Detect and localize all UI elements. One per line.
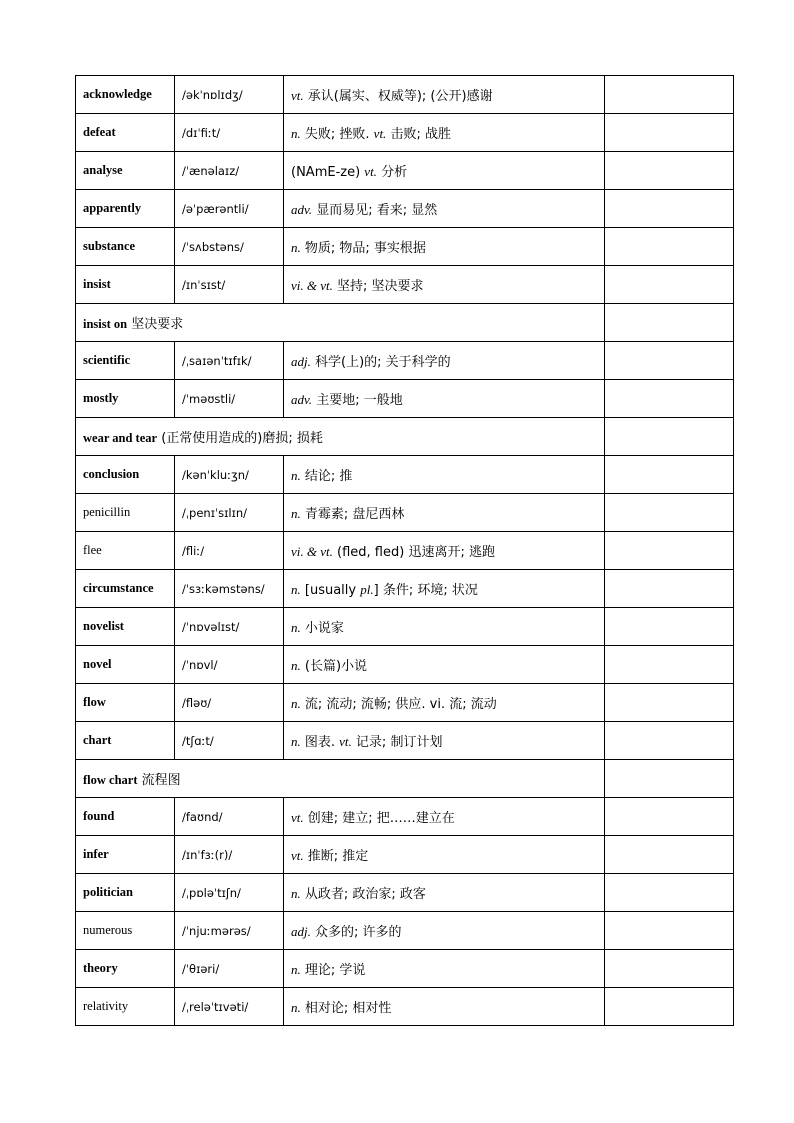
part-of-speech: pl.: [360, 582, 374, 597]
part-of-speech: adj.: [291, 354, 311, 369]
word-row: [76, 76, 734, 114]
part-of-speech: adv.: [291, 392, 313, 407]
word-row: [76, 342, 734, 380]
definition-text: 小说家: [300, 621, 344, 636]
definition-text: 创建; 建立; 把……建立在: [303, 811, 455, 826]
blank-cell: [605, 950, 734, 988]
phonetic-cell: /ˈnɒvl/: [175, 646, 284, 684]
part-of-speech: adv.: [291, 202, 313, 217]
word-row: [76, 190, 734, 228]
part-of-speech: n.: [291, 620, 301, 635]
definition-cell: [284, 532, 605, 570]
blank-cell: [605, 722, 734, 760]
word-cell: flee: [76, 532, 175, 570]
phonetic-cell: /əˈpærəntli/: [175, 190, 284, 228]
definition-cell: [284, 570, 605, 608]
blank-cell: [605, 114, 734, 152]
definition-text: (NAmE-ze): [291, 165, 365, 180]
definition-cell: [284, 798, 605, 836]
vocabulary-table: [75, 75, 734, 1026]
word-cell: theory: [76, 950, 175, 988]
word-row: [76, 988, 734, 1026]
word-cell: conclusion: [76, 456, 175, 494]
definition-text: 坚持; 坚决要求: [332, 279, 424, 294]
definition-cell: [284, 190, 605, 228]
blank-cell: [605, 608, 734, 646]
phrase-cell: [76, 418, 605, 456]
vocabulary-table-body: [76, 76, 734, 1026]
part-of-speech: vt.: [291, 848, 304, 863]
part-of-speech: n.: [291, 734, 301, 749]
part-of-speech: n.: [291, 886, 301, 901]
word-cell: found: [76, 798, 175, 836]
word-row: [76, 684, 734, 722]
blank-cell: [605, 76, 734, 114]
word-cell: substance: [76, 228, 175, 266]
part-of-speech: n.: [291, 696, 301, 711]
definition-cell: [284, 608, 605, 646]
word-cell: scientific: [76, 342, 175, 380]
phonetic-cell: /faʊnd/: [175, 798, 284, 836]
part-of-speech: n.: [291, 506, 301, 521]
phonetic-cell: /ˈməʊstli/: [175, 380, 284, 418]
definition-text: (fled, fled) 迅速离开; 逃跑: [332, 545, 495, 560]
phonetic-cell: /kənˈkluːʒn/: [175, 456, 284, 494]
word-row: [76, 646, 734, 684]
word-row: [76, 380, 734, 418]
phrase-text: wear and tear: [83, 431, 158, 445]
phonetic-cell: /tʃɑːt/: [175, 722, 284, 760]
word-row: [76, 152, 734, 190]
phonetic-cell: /ˈnjuːmərəs/: [175, 912, 284, 950]
part-of-speech: vi. & vt.: [291, 544, 333, 559]
word-row: [76, 266, 734, 304]
phrase-meaning: 坚决要求: [127, 317, 184, 332]
definition-text: 推断; 推定: [303, 849, 369, 864]
word-cell: penicillin: [76, 494, 175, 532]
part-of-speech: vt.: [291, 88, 304, 103]
word-cell: insist: [76, 266, 175, 304]
part-of-speech: vi. & vt.: [291, 278, 333, 293]
blank-cell: [605, 798, 734, 836]
phrase-meaning: (正常使用造成的)磨损; 损耗: [157, 431, 323, 446]
word-row: [76, 114, 734, 152]
word-row: [76, 456, 734, 494]
definition-text: 分析: [376, 165, 408, 180]
part-of-speech: vt.: [373, 126, 387, 141]
blank-cell: [605, 494, 734, 532]
blank-cell: [605, 874, 734, 912]
blank-cell: [605, 646, 734, 684]
part-of-speech: vt.: [291, 810, 304, 825]
part-of-speech: vt.: [339, 734, 352, 749]
definition-cell: [284, 342, 605, 380]
blank-cell: [605, 380, 734, 418]
phonetic-cell: /ˈænəlaɪz/: [175, 152, 284, 190]
definition-text: 众多的; 许多的: [310, 925, 402, 940]
definition-cell: [284, 152, 605, 190]
definition-cell: [284, 912, 605, 950]
word-cell: acknowledge: [76, 76, 175, 114]
word-row: [76, 912, 734, 950]
definition-text: 科学(上)的; 关于科学的: [310, 355, 451, 370]
definition-cell: [284, 380, 605, 418]
phonetic-cell: /ˈsʌbstəns/: [175, 228, 284, 266]
word-cell: apparently: [76, 190, 175, 228]
word-cell: infer: [76, 836, 175, 874]
phonetic-cell: /ˈsɜːkəmstəns/: [175, 570, 284, 608]
definition-cell: [284, 684, 605, 722]
word-cell: flow: [76, 684, 175, 722]
word-row: [76, 532, 734, 570]
part-of-speech: n.: [291, 962, 301, 977]
phonetic-cell: /ɪnˈsɪst/: [175, 266, 284, 304]
phonetic-cell: /əkˈnɒlɪdʒ/: [175, 76, 284, 114]
blank-cell: [605, 988, 734, 1026]
blank-cell: [605, 190, 734, 228]
word-cell: novelist: [76, 608, 175, 646]
phrase-text: insist on: [83, 317, 128, 331]
word-row: [76, 494, 734, 532]
phonetic-cell: /ˌreləˈtɪvəti/: [175, 988, 284, 1026]
blank-cell: [605, 760, 734, 798]
definition-text: ] 条件; 环境; 状况: [373, 583, 478, 598]
blank-cell: [605, 418, 734, 456]
definition-text: 图表.: [300, 735, 340, 750]
definition-text: 理论; 学说: [300, 963, 366, 978]
word-cell: politician: [76, 874, 175, 912]
word-row: [76, 570, 734, 608]
phonetic-cell: /ˌpenɪˈsɪlɪn/: [175, 494, 284, 532]
definition-cell: [284, 494, 605, 532]
blank-cell: [605, 228, 734, 266]
part-of-speech: n.: [291, 126, 301, 141]
word-cell: novel: [76, 646, 175, 684]
word-cell: relativity: [76, 988, 175, 1026]
blank-cell: [605, 304, 734, 342]
word-cell: defeat: [76, 114, 175, 152]
word-row: [76, 798, 734, 836]
phonetic-cell: /ˈθɪəri/: [175, 950, 284, 988]
definition-text: 失败; 挫败.: [300, 127, 374, 142]
phonetic-cell: /fliː/: [175, 532, 284, 570]
word-cell: chart: [76, 722, 175, 760]
blank-cell: [605, 532, 734, 570]
part-of-speech: vt.: [364, 164, 377, 179]
blank-cell: [605, 570, 734, 608]
word-row: [76, 722, 734, 760]
phonetic-cell: /fləʊ/: [175, 684, 284, 722]
word-row: [76, 836, 734, 874]
definition-cell: [284, 456, 605, 494]
definition-text: 青霉素; 盘尼西林: [300, 507, 405, 522]
definition-cell: [284, 836, 605, 874]
blank-cell: [605, 912, 734, 950]
phrase-cell: [76, 760, 605, 798]
definition-cell: [284, 228, 605, 266]
phonetic-cell: /ɪnˈfɜː(r)/: [175, 836, 284, 874]
phonetic-cell: /ˌpɒləˈtɪʃn/: [175, 874, 284, 912]
definition-text: 主要地; 一般地: [312, 393, 403, 408]
part-of-speech: adj.: [291, 924, 311, 939]
definition-cell: [284, 722, 605, 760]
part-of-speech: n.: [291, 658, 301, 673]
blank-cell: [605, 456, 734, 494]
definition-text: 相对论; 相对性: [300, 1001, 392, 1016]
phonetic-cell: /dɪˈfiːt/: [175, 114, 284, 152]
definition-text: 显而易见; 看来; 显然: [312, 203, 438, 218]
word-row: [76, 228, 734, 266]
part-of-speech: n.: [291, 1000, 301, 1015]
part-of-speech: n.: [291, 582, 301, 597]
word-cell: numerous: [76, 912, 175, 950]
word-row: [76, 608, 734, 646]
definition-cell: [284, 114, 605, 152]
definition-cell: [284, 950, 605, 988]
part-of-speech: n.: [291, 468, 301, 483]
definition-cell: [284, 76, 605, 114]
definition-text: [usually: [300, 583, 361, 598]
blank-cell: [605, 684, 734, 722]
definition-cell: [284, 988, 605, 1026]
phrase-row: [76, 304, 734, 342]
phrase-text: flow chart: [83, 773, 138, 787]
blank-cell: [605, 152, 734, 190]
blank-cell: [605, 266, 734, 304]
definition-cell: [284, 266, 605, 304]
phonetic-cell: /ˌsaɪənˈtɪfɪk/: [175, 342, 284, 380]
definition-text: 承认(属实、权威等); (公开)感谢: [303, 89, 493, 104]
phrase-meaning: 流程图: [137, 773, 181, 788]
definition-cell: [284, 646, 605, 684]
definition-text: (长篇)小说: [300, 659, 368, 674]
phrase-row: [76, 418, 734, 456]
definition-text: 从政者; 政治家; 政客: [300, 887, 426, 902]
definition-text: 结论; 推: [300, 469, 353, 484]
word-cell: mostly: [76, 380, 175, 418]
part-of-speech: n.: [291, 240, 301, 255]
phrase-row: [76, 760, 734, 798]
word-cell: analyse: [76, 152, 175, 190]
definition-cell: [284, 874, 605, 912]
phrase-cell: [76, 304, 605, 342]
word-row: [76, 874, 734, 912]
definition-text: 击败; 战胜: [386, 127, 451, 142]
phonetic-cell: /ˈnɒvəlɪst/: [175, 608, 284, 646]
definition-text: 物质; 物品; 事实根据: [300, 241, 426, 256]
blank-cell: [605, 342, 734, 380]
word-row: [76, 950, 734, 988]
definition-text: 记录; 制订计划: [351, 735, 443, 750]
blank-cell: [605, 836, 734, 874]
definition-text: 流; 流动; 流畅; 供应. vi. 流; 流动: [300, 697, 497, 712]
word-cell: circumstance: [76, 570, 175, 608]
